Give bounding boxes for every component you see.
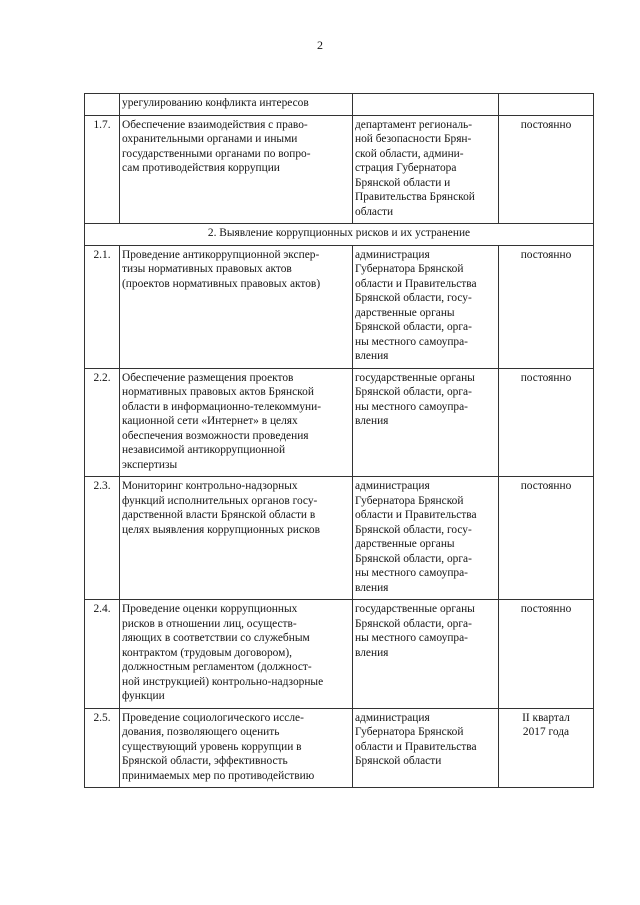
measure-name-line: (проектов нормативных правовых актов) — [122, 277, 321, 290]
measure-name-line: рисков в отношении лиц, осуществ- — [122, 617, 297, 630]
responsible-party-line: ны местного самоупра- — [355, 335, 468, 348]
responsible-party-line: области и Правительства — [355, 740, 477, 753]
measure-name-line: функции — [122, 690, 165, 702]
responsible-party-line: государственные органы — [355, 371, 475, 384]
responsible-party-line: администрация — [355, 480, 430, 492]
measure-name-line: государственными органами по вопро- — [122, 147, 311, 160]
table-row — [85, 115, 594, 224]
deadline-line: постоянно — [520, 248, 572, 261]
item-number: 2.1. — [85, 245, 120, 368]
responsible-party-line: страция Губернатора — [355, 162, 457, 174]
responsible-party-line: Губернатора Брянской — [355, 726, 464, 738]
table-row — [85, 245, 594, 368]
responsible-party-line: администрация — [355, 711, 430, 724]
item-number: 2.2. — [85, 368, 120, 477]
responsible-party-line: Брянской области, госу- — [355, 292, 472, 304]
deadline — [499, 368, 594, 477]
page-number: 2 — [317, 38, 323, 52]
responsible-party-line: Брянской области — [355, 755, 442, 767]
item-number: 2.3. — [85, 477, 120, 600]
deadline — [499, 94, 594, 116]
measure-name-line: дарственной власти Брянской области в — [122, 509, 316, 521]
measure-name-line: должностным регламентом (должност- — [122, 661, 312, 673]
measure-name-line: области в информационно-телекоммуни- — [122, 400, 321, 413]
responsible-party — [353, 245, 499, 368]
measure-name-line: тизы нормативных правовых актов — [122, 263, 292, 275]
deadline — [499, 708, 594, 788]
measure-name-line: кационной сети «Интернет» в целях — [122, 415, 298, 427]
item-number — [85, 94, 120, 116]
deadline-line: II квартал — [522, 711, 570, 724]
measure-name-line: сам противодействия коррупции — [122, 162, 280, 174]
table-row — [85, 94, 594, 116]
responsible-party-line: области и Правительства — [355, 277, 477, 290]
measure-name-line: целях выявления коррупционных рисков — [122, 523, 320, 536]
responsible-party-line: администрация — [355, 248, 430, 261]
measure-name-line: независимой антикоррупционной — [122, 444, 286, 456]
responsible-party-line: государственные органы — [355, 603, 475, 615]
measure-name-line: Обеспечение размещения проектов — [122, 371, 294, 384]
responsible-party-line: ной безопасности Брян- — [355, 133, 472, 145]
table-row — [85, 368, 594, 477]
responsible-party-line: вления — [355, 581, 389, 594]
measure-name — [120, 600, 353, 709]
measure-name — [120, 708, 353, 788]
responsible-party-line: ны местного самоупра- — [355, 400, 468, 413]
responsible-party-line: Правительства Брянской — [355, 191, 475, 203]
responsible-party — [353, 94, 499, 116]
responsible-party — [353, 368, 499, 477]
measure-name-line: обеспечения возможности проведения — [122, 429, 309, 442]
responsible-party-line: ны местного самоупра- — [355, 567, 468, 579]
responsible-party-line: вления — [355, 415, 389, 427]
responsible-party-line: дарственные органы — [355, 306, 455, 319]
measure-name-line: урегулированию конфликта интересов — [122, 97, 309, 109]
responsible-party-line: Брянской области, госу- — [355, 523, 472, 536]
item-number: 1.7. — [85, 115, 120, 224]
measure-name-line: контрактом (трудовым договором), — [122, 646, 292, 659]
measures-table — [84, 93, 594, 788]
responsible-party-line: области и Правительства — [355, 509, 477, 521]
measure-name — [120, 245, 353, 368]
section-row — [85, 224, 594, 246]
responsible-party-line: вления — [355, 646, 389, 659]
responsible-party-line: Брянской области, орга- — [355, 617, 472, 630]
measure-name-line: ляющих в соответствии со служебным — [122, 632, 310, 644]
measure-name — [120, 115, 353, 224]
responsible-party-line: области — [355, 205, 394, 218]
responsible-party-line: ны местного самоупра- — [355, 632, 468, 644]
measure-name-line: нормативных правовых актов Брянской — [122, 386, 314, 398]
table-body — [85, 94, 594, 788]
responsible-party-line: Губернатора Брянской — [355, 263, 464, 275]
section-title: 2. Выявление коррупционных рисков и их устранение — [85, 224, 594, 246]
measure-name-line: функций исполнительных органов госу- — [122, 494, 318, 507]
measure-name — [120, 94, 353, 116]
deadline-line: постоянно — [520, 371, 572, 384]
responsible-party — [353, 708, 499, 788]
measure-name-line: Проведение оценки коррупционных — [122, 603, 298, 615]
responsible-party-line: Брянской области, орга- — [355, 321, 472, 333]
measure-name-line: Мониторинг контрольно-надзорных — [122, 480, 298, 492]
item-number: 2.4. — [85, 600, 120, 709]
deadline-line: постоянно — [520, 603, 572, 615]
deadline-line: постоянно — [520, 480, 572, 492]
responsible-party — [353, 477, 499, 600]
measure-name — [120, 368, 353, 477]
deadline-line: 2017 года — [522, 726, 570, 738]
measure-name-line: дования, позволяющего оценить — [122, 726, 280, 738]
responsible-party-line: Губернатора Брянской — [355, 494, 464, 507]
table-row — [85, 600, 594, 709]
measure-name-line: экспертизы — [122, 458, 178, 471]
item-number: 2.5. — [85, 708, 120, 788]
measure-name-line: Проведение антикоррупционной экспер- — [122, 248, 320, 261]
measure-name-line: охранительными органами и иными — [122, 133, 298, 145]
deadline — [499, 600, 594, 709]
responsible-party-line: Брянской области и — [355, 176, 451, 189]
measure-name — [120, 477, 353, 600]
measure-name-line: Брянской области, эффективность — [122, 755, 288, 767]
responsible-party-line: вления — [355, 350, 389, 362]
responsible-party — [353, 115, 499, 224]
responsible-party-line: дарственные органы — [355, 538, 455, 550]
measure-name-line: существующий уровень коррупции в — [122, 740, 302, 753]
measure-name-line: Обеспечение взаимодействия с право- — [122, 118, 308, 131]
responsible-party-line: ской области, админи- — [355, 147, 464, 160]
deadline — [499, 477, 594, 600]
measure-name-line: ной инструкцией) контрольно-надзорные — [122, 675, 324, 688]
deadline — [499, 245, 594, 368]
measure-name-line: Проведение социологического иссле- — [122, 711, 304, 724]
responsible-party-line: Брянской области, орга- — [355, 386, 472, 398]
measure-name-line: принимаемых мер по противодействию — [122, 769, 315, 782]
responsible-party — [353, 600, 499, 709]
table-row — [85, 477, 594, 600]
deadline-line: постоянно — [520, 118, 572, 131]
responsible-party-line: департамент региональ- — [355, 118, 473, 131]
responsible-party-line: Брянской области, орга- — [355, 552, 472, 565]
deadline — [499, 115, 594, 224]
table-row — [85, 708, 594, 788]
